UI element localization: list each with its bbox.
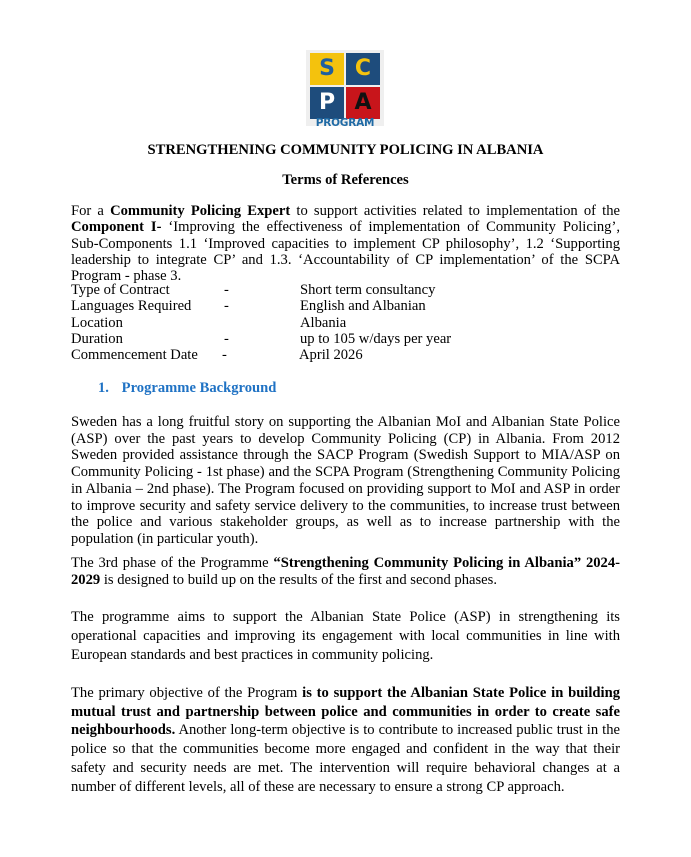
background-paragraph-2 — [71, 555, 620, 588]
detail-row-languages — [71, 298, 631, 314]
p2-programme-name-bold: “Strengthening Community Policing in Albania” 2024-2029 — [71, 555, 620, 588]
detail-row-contract-type — [71, 282, 631, 298]
detail-label: Duration — [71, 330, 123, 347]
detail-dash: - — [224, 298, 229, 315]
detail-dash: - — [224, 330, 229, 347]
background-paragraph-3: The programme aims to support the Albanian State Police (ASP) in strengthening its operational capacities and improving its engagement with local communities in line with European standards and best practices in community policing. — [71, 609, 620, 663]
detail-label: Commencement Date — [71, 347, 198, 364]
background-paragraph-1: Sweden has a long fruitful story on supporting the Albanian MoI and Albanian State Police (ASP) over the past years to develop Community Policing (CP) in Albania. From 2012 Sweden provided assistance through the SACP Program (Swedish Support to MIA/ASP on Community Policing - 1st phase) and the SCPA Program (Strengthening Community Policing in Albania – 2nd phase). The Program focused on providing support to MoI and ASP in order to improve security and safety service delivery to the communities, to increase trust between the police and various stakeholder groups, as well as to increase partnership with the population (in particular youth). — [71, 414, 620, 547]
p2-text-2: is designed to build up on the results of the first and second phases. — [100, 571, 497, 588]
document-subtitle: Terms of References — [282, 172, 409, 188]
logo-letter-s: S — [310, 53, 344, 85]
document-title: STRENGTHENING COMMUNITY POLICING IN ALBANIA — [147, 142, 544, 158]
detail-dash: - — [224, 282, 229, 298]
section-title: Programme Background — [121, 380, 277, 396]
p4-text-1: The primary objective of the Program — [71, 685, 303, 701]
logo-letter-a: A — [346, 87, 380, 119]
intro-text-2: to support activities related to implementation of the — [290, 203, 620, 219]
scpa-program-logo — [306, 50, 384, 129]
detail-value: Albania — [300, 314, 347, 331]
detail-row-location — [71, 315, 631, 331]
p2-text-1: The 3rd phase of the Programme — [71, 555, 274, 571]
detail-label: Languages Required — [71, 298, 192, 315]
p4-text-2: Another long-term objective is to contribute to increased public trust in the police so that the communities become more engaged and confident in the way that their safety and security needs are met. The intervention will require behavioral changes at a number of different levels, all of these are necessary to ensure a strong CP approach. — [71, 722, 620, 795]
logo-letter-p: P — [310, 87, 344, 119]
contract-details — [71, 282, 631, 363]
logo-caption: PROGRAM — [315, 117, 375, 129]
section-number: 1. — [98, 380, 109, 396]
detail-value: up to 105 w/days per year — [300, 330, 452, 347]
intro-text-1: For a — [71, 203, 111, 219]
intro-role-bold: Community Policing Expert — [110, 203, 291, 219]
detail-value: English and Albanian — [300, 298, 426, 315]
detail-row-duration — [71, 331, 631, 347]
detail-label: Location — [71, 314, 123, 331]
detail-row-commencement — [71, 347, 631, 363]
detail-value: April 2026 — [299, 347, 363, 364]
section-heading-programme-background — [98, 380, 276, 397]
intro-paragraph — [71, 203, 620, 284]
detail-label: Type of Contract — [71, 282, 170, 298]
logo-letter-c: C — [346, 53, 380, 85]
detail-dash: - — [222, 347, 227, 364]
detail-value: Short term consultancy — [300, 282, 436, 298]
intro-component-bold: Component I- — [71, 219, 162, 236]
intro-text-3: ‘Improving the effectiveness of implementation of Community Policing’, Sub-Components 1.1 ‘Improved capacities to implement CP philosophy’, 1.2 ‘Supporting leadership to integrate CP’ and 1.3. ‘Accountability of CP implementation’ of the SCPA Program - phase 3. — [71, 219, 620, 285]
p4-objective-bold: is to support the Albanian State Police in building mutual trust and partnership between police and communities in order to create safe neighbourhoods. — [71, 685, 621, 739]
background-paragraph-4 — [71, 684, 620, 796]
